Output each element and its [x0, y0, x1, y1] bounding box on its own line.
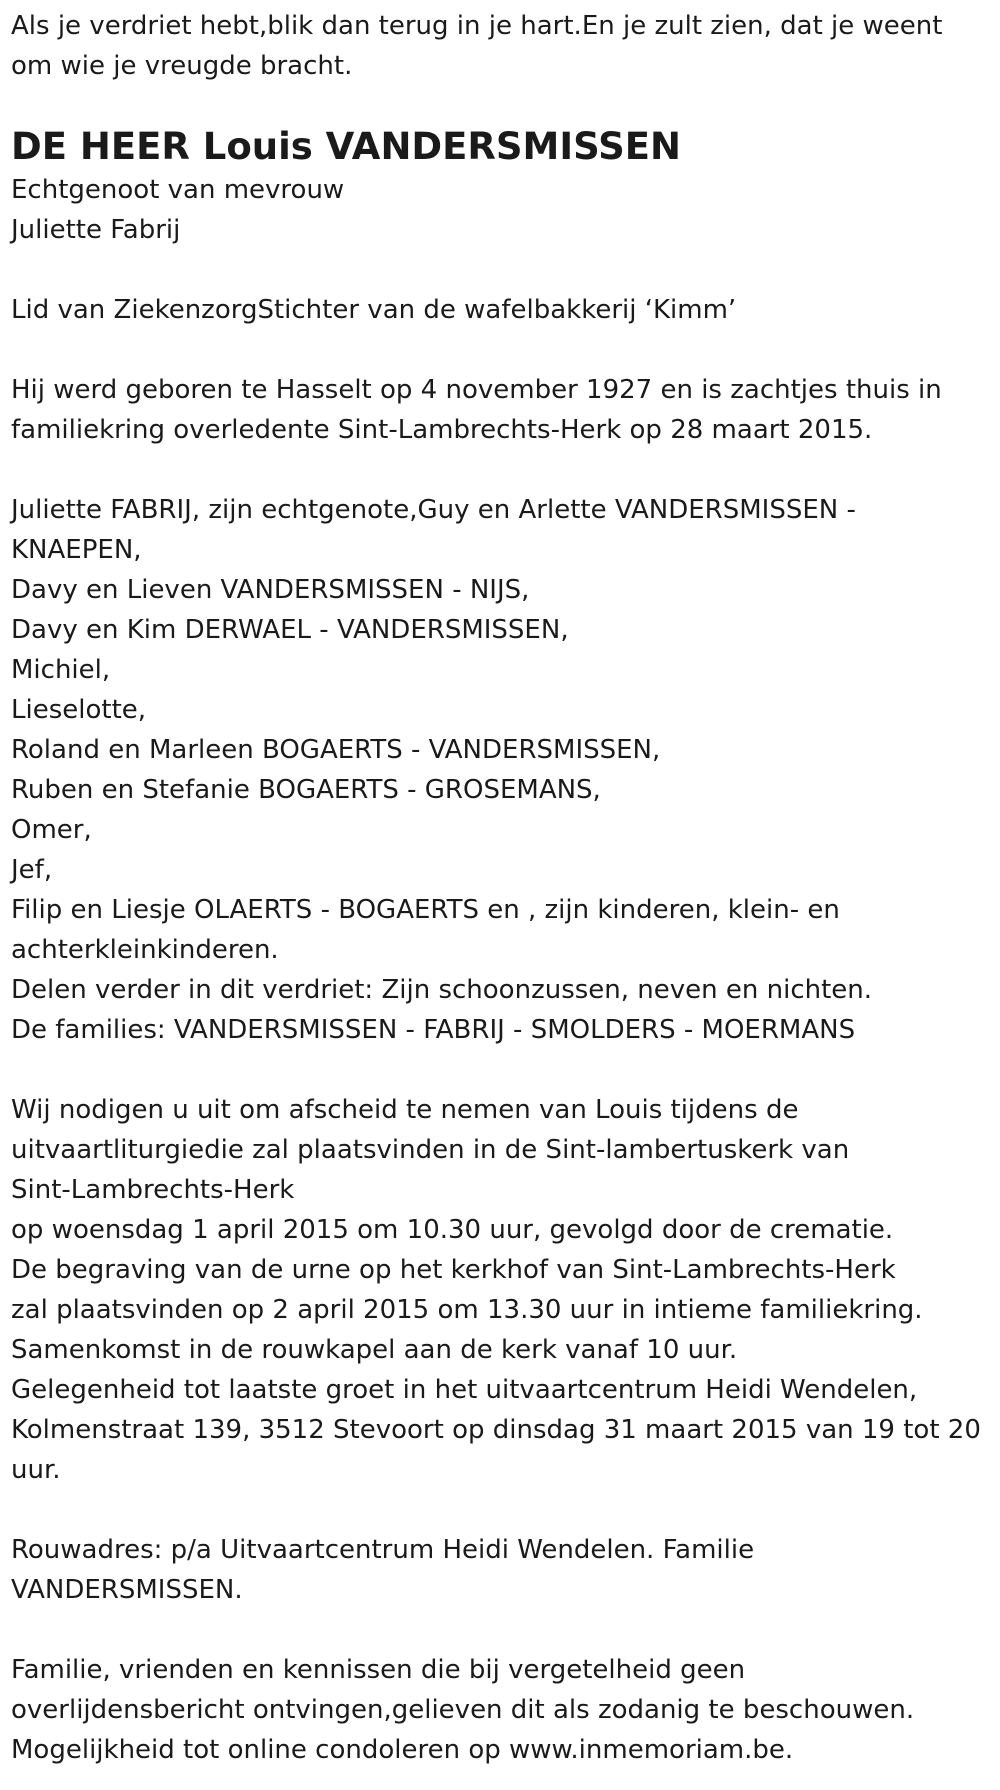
quote-line: Als je verdriet hebt,blik dan terug in je hart.En je zult zien, dat je weent	[11, 11, 943, 41]
spacer	[11, 1610, 980, 1650]
funeral-line: op woensdag 1 april 2015 om 10.30 uur, gevolgd door de crematie.	[11, 1215, 894, 1245]
funeral-line: Kolmenstraat 139, 3512 Stevoort op dinsdag 31 maart 2015 van 19 tot 20	[11, 1415, 981, 1445]
address-line: VANDERSMISSEN.	[11, 1575, 243, 1605]
family-line: Juliette FABRIJ, zijn echtgenote,Guy en Arlette VANDERSMISSEN -	[11, 495, 856, 525]
family-line: Ruben en Stefanie BOGAERTS - GROSEMANS,	[11, 775, 601, 805]
funeral-line: uitvaartliturgiedie zal plaatsvinden in de Sint-lambertuskerk van	[11, 1135, 850, 1165]
funeral-line: De begraving van de urne op het kerkhof van Sint-Lambrechts-Herk	[11, 1255, 896, 1285]
family-line: Lieselotte,	[11, 695, 147, 725]
family-line: Roland en Marleen BOGAERTS - VANDERSMISSEN,	[11, 735, 661, 765]
spacer	[11, 450, 980, 490]
birth-death-line: Hij werd geboren te Hasselt op 4 november 1927 en is zachtjes thuis in	[11, 375, 942, 405]
spacer	[11, 250, 980, 290]
closing-line: Mogelijkheid tot online condoleren op www.inmemoriam.be.	[11, 1735, 794, 1765]
family-line: Filip en Liesje OLAERTS - BOGAERTS en , zijn kinderen, klein- en	[11, 895, 840, 925]
funeral-line: zal plaatsvinden op 2 april 2015 om 13.30 uur in intieme familiekring.	[11, 1295, 923, 1325]
closing-line: overlijdensbericht ontvingen,gelieven dit als zodanig te beschouwen.	[11, 1695, 915, 1725]
funeral-line: Samenkomst in de rouwkapel aan de kerk vanaf 10 uur.	[11, 1335, 738, 1365]
funeral-line: uur.	[11, 1455, 61, 1485]
birth-death-section	[11, 370, 980, 450]
family-line: Davy en Lieven VANDERSMISSEN - NIJS,	[11, 575, 530, 605]
family-section	[11, 490, 980, 1050]
funeral-line: Gelegenheid tot laatste groet in het uitvaartcentrum Heidi Wendelen,	[11, 1375, 918, 1405]
membership-line: Lid van ZiekenzorgStichter van de wafelbakkerij ‘Kimm’	[11, 295, 737, 325]
address-line: Rouwadres: p/a Uitvaartcentrum Heidi Wendelen. Familie	[11, 1535, 755, 1565]
deceased-name-title: DE HEER Louis VANDERSMISSEN	[11, 125, 681, 168]
family-line: Davy en Kim DERWAEL - VANDERSMISSEN,	[11, 615, 569, 645]
spouse-line: Echtgenoot van mevrouw	[11, 175, 345, 205]
spacer	[11, 330, 980, 370]
family-line: Omer,	[11, 815, 92, 845]
spacer	[11, 1050, 980, 1090]
funeral-line: Sint-Lambrechts-Herk	[11, 1175, 295, 1205]
closing-section	[11, 1650, 980, 1770]
address-section	[11, 1530, 980, 1610]
family-line: Michiel,	[11, 655, 111, 685]
spouse-line: Juliette Fabrij	[11, 215, 181, 245]
funeral-section	[11, 1090, 980, 1490]
family-line: De families: VANDERSMISSEN - FABRIJ - SMOLDERS - MOERMANS	[11, 1015, 856, 1045]
funeral-line: Wij nodigen u uit om afscheid te nemen van Louis tijdens de	[11, 1095, 799, 1125]
family-line: KNAEPEN,	[11, 535, 142, 565]
closing-line: Familie, vrienden en kennissen die bij vergetelheid geen	[11, 1655, 746, 1685]
quote-line: om wie je vreugde bracht.	[11, 51, 353, 81]
family-line: Delen verder in dit verdriet: Zijn schoonzussen, neven en nichten.	[11, 975, 873, 1005]
spouse-section	[11, 170, 980, 250]
birth-death-line: familiekring overledente Sint-Lambrechts-Herk op 28 maart 2015.	[11, 415, 873, 445]
membership-section	[11, 290, 980, 330]
family-line: Jef,	[11, 855, 53, 885]
quote-section	[11, 6, 980, 86]
spacer	[11, 1490, 980, 1530]
family-line: achterkleinkinderen.	[11, 935, 279, 965]
